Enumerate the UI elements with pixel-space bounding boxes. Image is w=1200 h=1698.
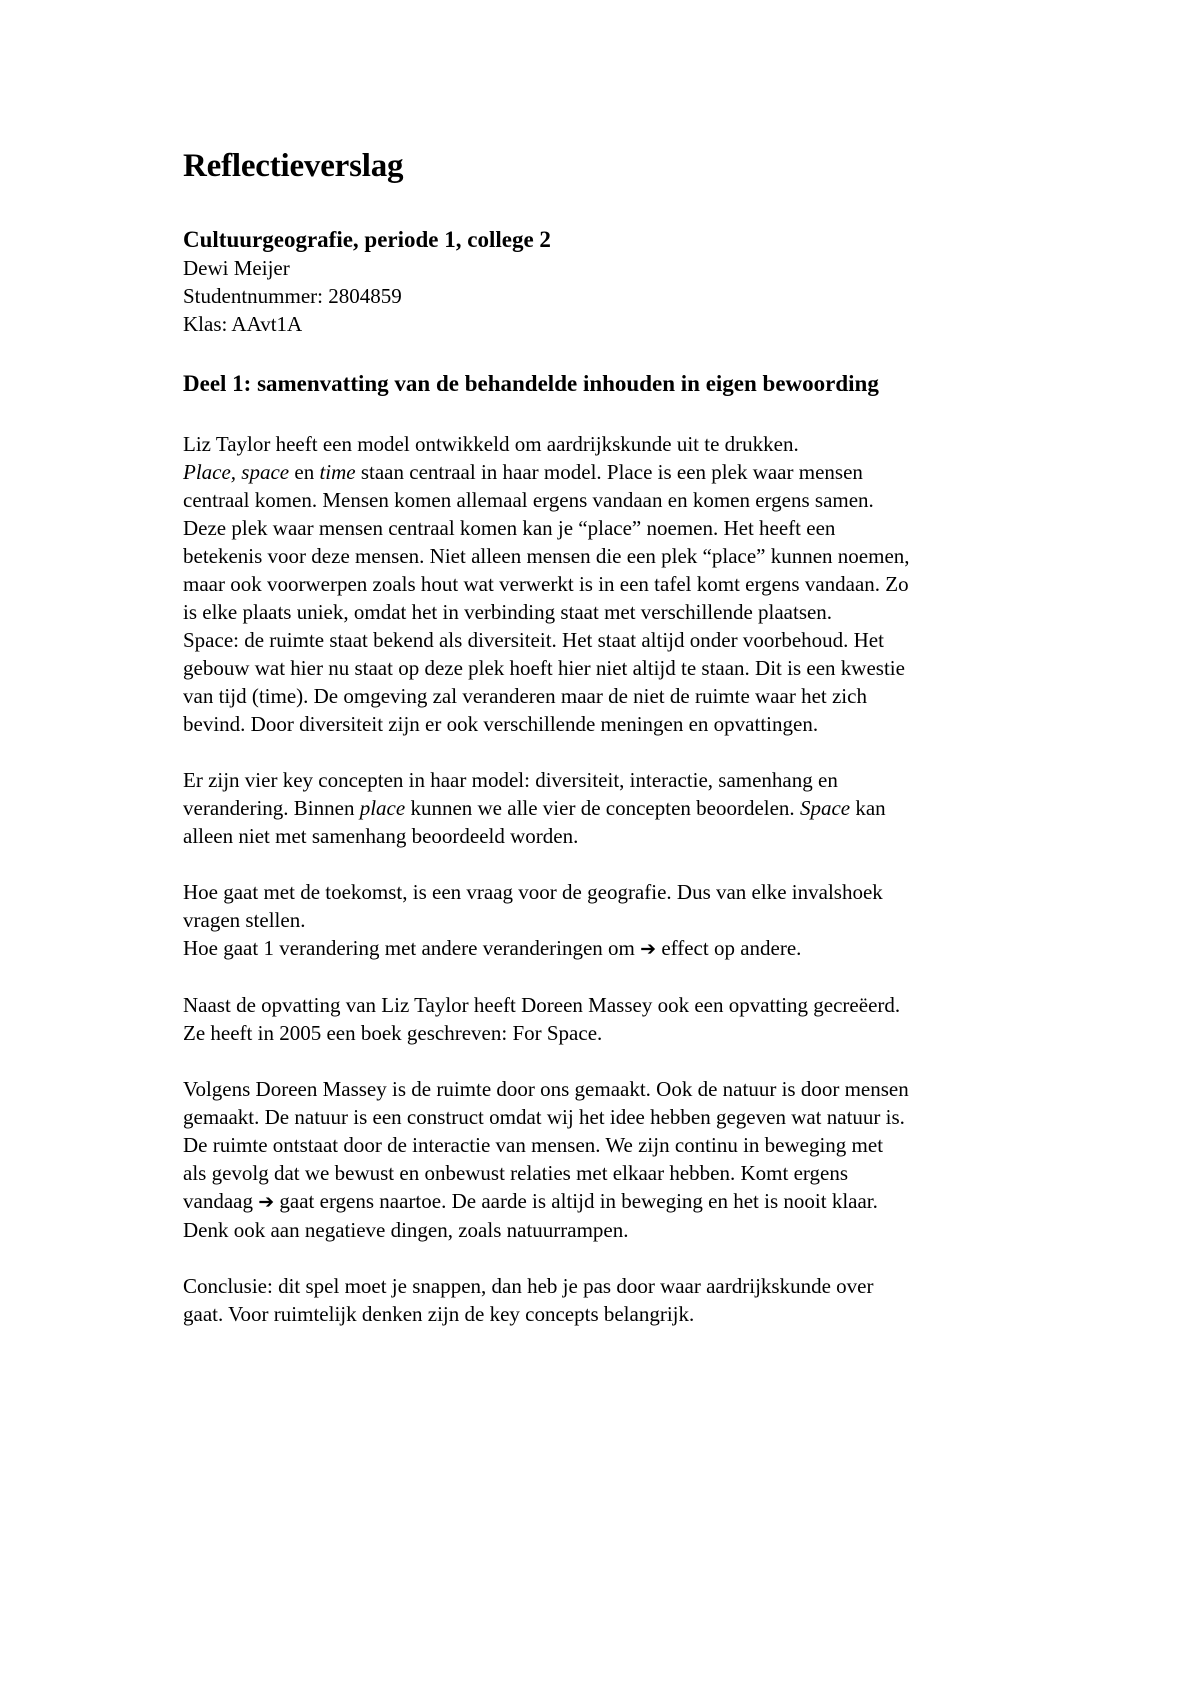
text-line bbox=[183, 794, 1063, 822]
author-name: Dewi Meijer bbox=[183, 256, 290, 280]
document-page bbox=[183, 146, 1063, 1356]
text-line: Er zijn vier key concepten in haar model: diversiteit, interactie, samenhang en bbox=[183, 768, 838, 792]
text-line: Liz Taylor heeft een model ontwikkeld om aardrijkskunde uit te drukken. bbox=[183, 432, 799, 456]
emphasis-place: place bbox=[359, 796, 406, 820]
course-heading: Cultuurgeografie, periode 1, college 2 bbox=[183, 227, 551, 252]
paragraph-2 bbox=[183, 766, 1063, 850]
arrow-right-icon: ➔ bbox=[640, 938, 657, 960]
text-line: alleen niet met samenhang beoordeeld worden. bbox=[183, 824, 579, 848]
student-number: Studentnummer: 2804859 bbox=[183, 284, 402, 308]
body-text bbox=[183, 430, 1063, 1328]
text-line: Denk ook aan negatieve dingen, zoals natuurrampen. bbox=[183, 1218, 629, 1242]
class-label: Klas: AAvt1A bbox=[183, 312, 303, 336]
emphasis-place-space: Place, space bbox=[183, 460, 290, 484]
text-line: van tijd (time). De omgeving zal veranderen maar de niet de ruimte waar het zich bbox=[183, 684, 867, 708]
text-fragment: Hoe gaat 1 verandering met andere veranderingen om bbox=[183, 936, 641, 960]
text-fragment: effect op andere. bbox=[656, 936, 802, 960]
text-line bbox=[183, 1187, 1063, 1216]
text-line: gaat. Voor ruimtelijk denken zijn de key concepts belangrijk. bbox=[183, 1302, 695, 1326]
text-fragment: staan centraal in haar model. Place is een plek waar mensen bbox=[355, 460, 863, 484]
text-fragment: vandaag bbox=[183, 1189, 259, 1213]
text-line: Hoe gaat met de toekomst, is een vraag voor de geografie. Dus van elke invalshoek bbox=[183, 880, 883, 904]
text-line: als gevolg dat we bewust en onbewust relaties met elkaar hebben. Komt ergens bbox=[183, 1161, 848, 1185]
text-line: Volgens Doreen Massey is de ruimte door ons gemaakt. Ook de natuur is door mensen bbox=[183, 1077, 909, 1101]
text-fragment: kan bbox=[850, 796, 886, 820]
paragraph-1 bbox=[183, 430, 1063, 738]
text-line: Conclusie: dit spel moet je snappen, dan heb je pas door waar aardrijkskunde over bbox=[183, 1274, 874, 1298]
text-line bbox=[183, 458, 1063, 486]
text-line: Ze heeft in 2005 een boek geschreven: For Space. bbox=[183, 1021, 603, 1045]
text-fragment: kunnen we alle vier de concepten beoordelen. bbox=[405, 796, 800, 820]
text-line: centraal komen. Mensen komen allemaal ergens vandaan en komen ergens samen. bbox=[183, 488, 874, 512]
text-line: gemaakt. De natuur is een construct omdat wij het idee hebben gegeven wat natuur is. bbox=[183, 1105, 905, 1129]
meta-block bbox=[183, 226, 1063, 338]
text-line: maar ook voorwerpen zoals hout wat verwerkt is in een tafel komt ergens vandaan. Zo bbox=[183, 572, 909, 596]
paragraph-3 bbox=[183, 878, 1063, 963]
text-line: is elke plaats uniek, omdat het in verbinding staat met verschillende plaatsen. bbox=[183, 600, 833, 624]
text-line: gebouw wat hier nu staat op deze plek hoeft hier niet altijd te staan. Dit is een kwestie bbox=[183, 656, 905, 680]
section-title: Deel 1: samenvatting van de behandelde inhouden in eigen bewoording bbox=[183, 371, 879, 396]
document-title: Reflectieverslag bbox=[183, 148, 404, 184]
emphasis-space: Space bbox=[799, 796, 851, 820]
emphasis-time: time bbox=[319, 460, 356, 484]
text-line bbox=[183, 934, 1063, 963]
text-fragment: gaat ergens naartoe. De aarde is altijd in beweging en het is nooit klaar. bbox=[274, 1189, 878, 1213]
text-line: Deze plek waar mensen centraal komen kan je “place” noemen. Het heeft een bbox=[183, 516, 836, 540]
paragraph-6 bbox=[183, 1272, 1063, 1328]
text-fragment: verandering. Binnen bbox=[183, 796, 360, 820]
text-line: Naast de opvatting van Liz Taylor heeft Doreen Massey ook een opvatting gecreëerd. bbox=[183, 993, 901, 1017]
text-fragment: en bbox=[289, 460, 320, 484]
arrow-right-icon: ➔ bbox=[258, 1191, 275, 1213]
text-line: vragen stellen. bbox=[183, 908, 306, 932]
text-line: Space: de ruimte staat bekend als diversiteit. Het staat altijd onder voorbehoud. Het bbox=[183, 628, 884, 652]
text-line: bevind. Door diversiteit zijn er ook verschillende meningen en opvattingen. bbox=[183, 712, 819, 736]
text-line: De ruimte ontstaat door de interactie van mensen. We zijn continu in beweging met bbox=[183, 1133, 884, 1157]
text-line: betekenis voor deze mensen. Niet alleen mensen die een plek “place” kunnen noemen, bbox=[183, 544, 910, 568]
paragraph-4 bbox=[183, 991, 1063, 1047]
paragraph-5 bbox=[183, 1075, 1063, 1244]
